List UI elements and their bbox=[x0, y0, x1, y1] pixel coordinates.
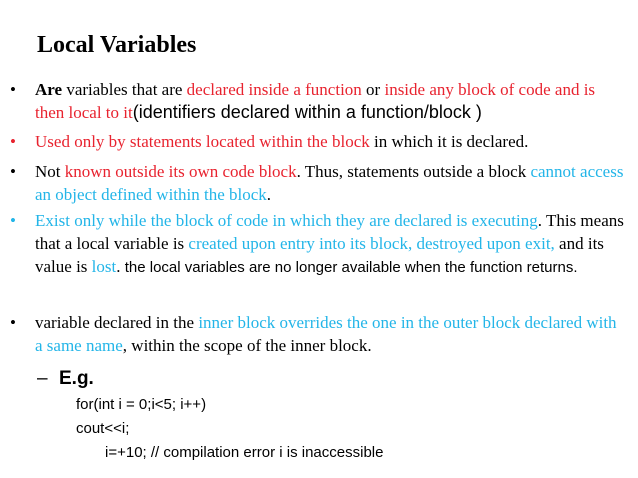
bullet-are-variables bbox=[10, 78, 625, 124]
bullet-text-segment: variable declared in the bbox=[35, 313, 199, 332]
highlight-lost: lost bbox=[91, 257, 117, 276]
bullet-marker: • bbox=[10, 211, 16, 230]
bullet-marker: • bbox=[10, 313, 16, 332]
bullet-text-segment: , within the scope of the inner block. bbox=[122, 336, 372, 355]
highlight-known-outside: known outside its own code block bbox=[64, 162, 297, 181]
bullet-text-segment: . Thus, statements outside a block bbox=[296, 162, 531, 181]
code-line-cout: cout<<i; bbox=[76, 420, 130, 437]
bullet-text-segment: . bbox=[116, 257, 125, 276]
highlight-cannot-access: cannot access an object defined within the block bbox=[35, 162, 624, 204]
example-label: E.g. bbox=[59, 368, 94, 389]
bullet-text-segment: in which it is declared. bbox=[369, 132, 529, 151]
code-line-for: for(int i = 0;i<5; i++) bbox=[76, 396, 207, 413]
example-heading bbox=[37, 367, 94, 391]
bullet-exist-only bbox=[10, 209, 625, 279]
bullet-text-segment: . This means that a local variable is bbox=[35, 211, 624, 253]
bullet-text bbox=[35, 311, 625, 357]
bullet-text-identifiers: (identifiers declared within a function/block ) bbox=[132, 102, 482, 122]
bullet-inner-block bbox=[10, 311, 625, 357]
highlight-used-only: Used only by statements located within the block bbox=[35, 132, 370, 151]
bullet-text-segment: Not bbox=[35, 162, 65, 181]
highlight-created-upon-entry: created upon entry into its block, bbox=[188, 234, 413, 253]
highlight-exist-only: Exist only while the block of code in which they are declared is executing bbox=[35, 211, 538, 230]
bullet-used-only bbox=[10, 130, 625, 153]
highlight-inner-block-overrides: inner block overrides the one in the outer block declared with a same name bbox=[35, 313, 617, 355]
bullet-text bbox=[35, 160, 625, 206]
bullet-not-known bbox=[10, 160, 625, 206]
bullet-text-segment: variables that are bbox=[62, 80, 187, 99]
highlight-declared-inside-function: declared inside a function bbox=[186, 80, 362, 99]
bullet-marker: • bbox=[10, 80, 16, 99]
code-line-assignment: i=+10; // compilation error i is inaccessible bbox=[105, 444, 384, 461]
slide-title: Local Variables bbox=[37, 32, 197, 58]
bullet-text bbox=[35, 130, 625, 153]
bullet-text-are: Are bbox=[35, 80, 63, 99]
bullet-text-no-longer-available: the local variables are no longer available when the function returns. bbox=[124, 259, 578, 276]
highlight-inside-block: inside any block of code and is then local to it bbox=[35, 80, 596, 122]
highlight-destroyed-upon-exit: destroyed upon exit, bbox=[416, 234, 555, 253]
bullet-text bbox=[35, 78, 625, 124]
bullet-marker: • bbox=[10, 132, 16, 151]
sub-bullet-dash: – bbox=[37, 368, 48, 389]
bullet-text-segment: and its value is bbox=[35, 234, 604, 276]
bullet-text-segment: . bbox=[266, 185, 272, 204]
bullet-text-segment: or bbox=[361, 80, 385, 99]
bullet-marker: • bbox=[10, 162, 16, 181]
bullet-text bbox=[35, 209, 625, 279]
